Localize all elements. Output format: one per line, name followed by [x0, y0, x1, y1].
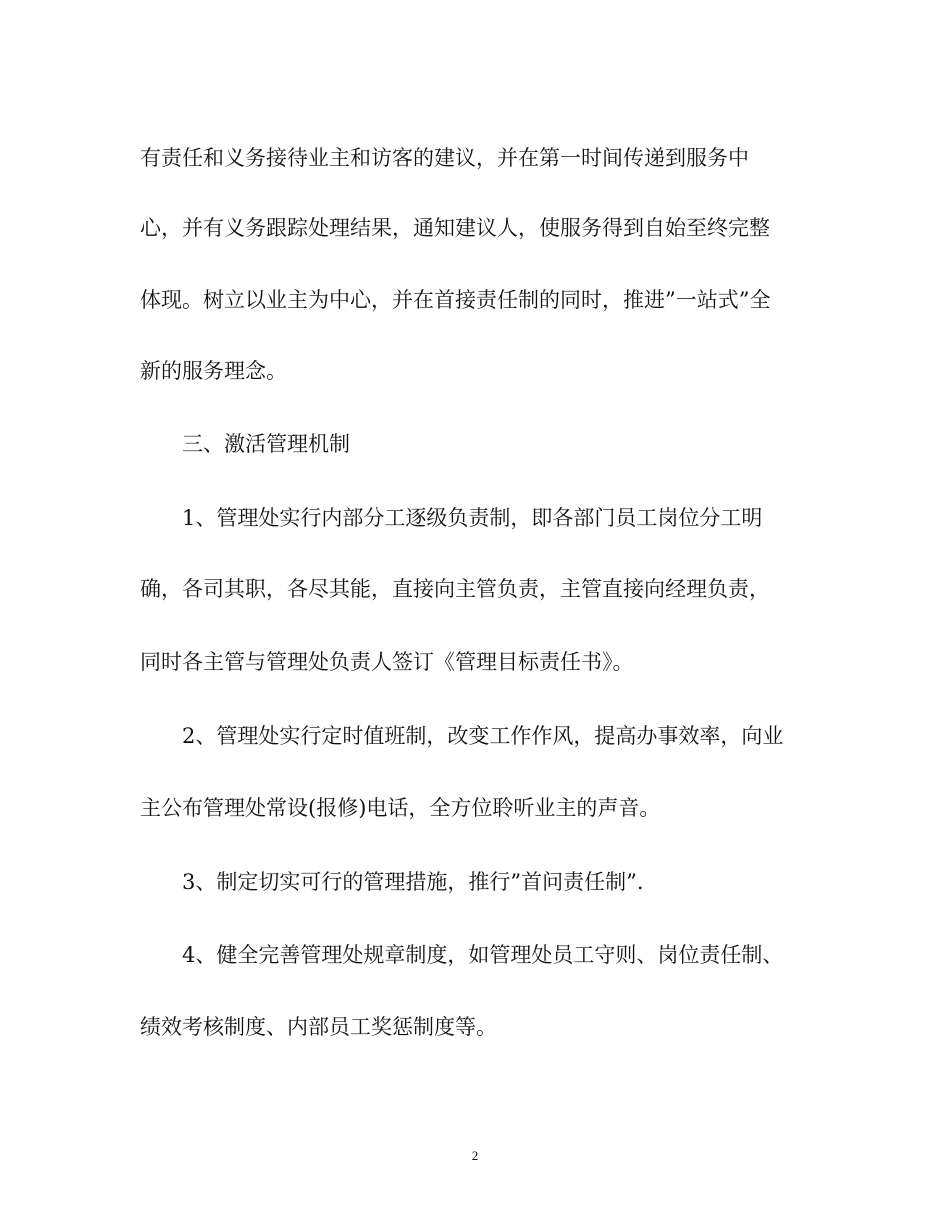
- paragraph-line: 新的服务理念。: [140, 359, 287, 383]
- page-number: 2: [471, 1148, 479, 1163]
- paragraph-line: 体现。树立以业主为中心，并在首接责任制的同时，推进”一站式”全: [140, 288, 771, 312]
- paragraph-line: 主公布管理处常设(报修)电话，全方位聆听业主的声音。: [140, 796, 661, 820]
- list-item-line: 3、制定切实可行的管理措施，推行”首问责任制”.: [182, 870, 644, 894]
- section-heading: 三、激活管理机制: [182, 432, 350, 456]
- paragraph-line: 确，各司其职，各尽其能，直接向主管负责，主管直接向经理负责，: [140, 577, 770, 601]
- list-item-line: 1、管理处实行内部分工逐级负责制，即各部门员工岗位分工明: [182, 506, 763, 530]
- list-item-line: 4、健全完善管理处规章制度，如管理处员工守则、岗位责任制、: [182, 943, 784, 967]
- paragraph-line: 心，并有义务跟踪处理结果，通知建议人，使服务得到自始至终完整: [140, 216, 770, 240]
- paragraph-line: 同时各主管与管理处负责人签订《管理目标责任书》。: [140, 650, 634, 674]
- list-item-line: 2、管理处实行定时值班制，改变工作作风，提高办事效率，向业: [182, 724, 784, 748]
- paragraph-line: 绩效考核制度、内部员工奖惩制度等。: [140, 1015, 497, 1039]
- paragraph-line: 有责任和义务接待业主和访客的建议，并在第一时间传递到服务中: [140, 146, 749, 170]
